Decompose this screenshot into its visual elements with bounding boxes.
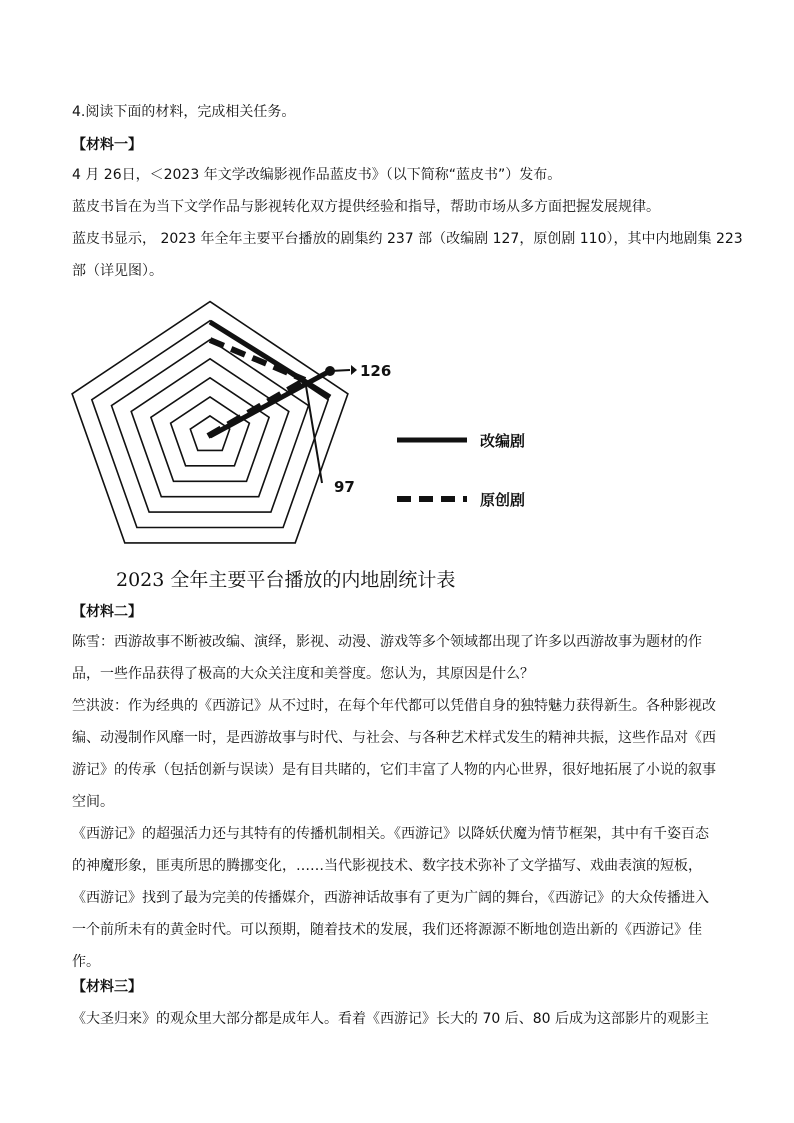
series-adapted-point bbox=[325, 366, 335, 376]
material2-heading: 【材料二】 bbox=[72, 604, 142, 620]
radar-chart bbox=[60, 285, 600, 570]
material3-heading: 【材料三】 bbox=[72, 979, 142, 995]
material1-heading: 【材料一】 bbox=[72, 137, 142, 153]
annotation-arrowhead bbox=[351, 365, 357, 375]
radar-chart-svg bbox=[60, 285, 600, 570]
radar-grid-ring bbox=[171, 397, 250, 466]
material2-paragraph-3: 《西游记》的超强活力还与其特有的传播机制相关。《西游记》以降妖伏魔为情节框架，其中有千姿百态的神魔形象，匪夷所思的腾挪变化，……当代影视技术、数字技术弥补了文学描写、戏曲表演的短板，《西游记》找到了最为完美的传播媒介，西游神话故事有了更为广阔的舞台，《西游记》的大众传播进入一个前所未有的黄金时代。可以预期，随着技术的发展，我们还将源源不断地创造出新的《西游记》佳作。 bbox=[72, 826, 709, 970]
material1-line-2: 蓝皮书旨在为当下文学作品与影视转化双方提供经验和指导，帮助市场从多方面把握发展规律。 bbox=[72, 199, 660, 215]
series-adapted-line bbox=[210, 322, 330, 397]
legend-label-original: 原创剧 bbox=[480, 491, 526, 509]
material1-line-4: 部（详见图）。 bbox=[72, 263, 163, 279]
material3-paragraph-1: 《大圣归来》的观众里大部分都是成年人。看着《西游记》长大的 70 后、80 后成为这部影片的观影主 bbox=[72, 1011, 709, 1027]
material1-line-1: 4 月 26日，＜2023 年文学改编影视作品蓝皮书》（以下简称“蓝皮书”）发布。 bbox=[72, 167, 562, 183]
material1-line-3: 蓝皮书显示， 2023 年全年主要平台播放的剧集约 237 部（改编剧 127，原创剧 110），其中内地剧集 223 bbox=[72, 231, 743, 247]
material2-paragraph-2: 竺洪波：作为经典的《西游记》从不过时，在每个年代都可以凭借自身的独特魅力获得新生。各种影视改编、动漫制作风靡一时，是西游故事与时代、与社会、与各种艺术样式发生的精神共振，这些作品对《西游记》的传承（包括创新与误读）是有目共睹的，它们丰富了人物的内心世界，很好地拓展了小说的叙事空间。 bbox=[72, 698, 716, 810]
legend-label-adapted: 改编剧 bbox=[480, 432, 526, 450]
data-label-97: 97 bbox=[334, 478, 355, 496]
data-label-126: 126 bbox=[360, 362, 392, 380]
chart-caption: 2023 全年主要平台播放的内地剧统计表 bbox=[116, 569, 456, 591]
question-title: 4.阅读下面的材料，完成相关任务。 bbox=[72, 104, 296, 120]
material2-paragraph-1: 陈雪：西游故事不断被改编、演绎，影视、动漫、游戏等多个领域都出现了许多以西游故事为题材的作品，一些作品获得了极高的大众关注度和美誉度。您认为，其原因是什么？ bbox=[72, 634, 702, 682]
series-original-line bbox=[305, 380, 322, 483]
radar-grid-ring bbox=[72, 302, 348, 543]
